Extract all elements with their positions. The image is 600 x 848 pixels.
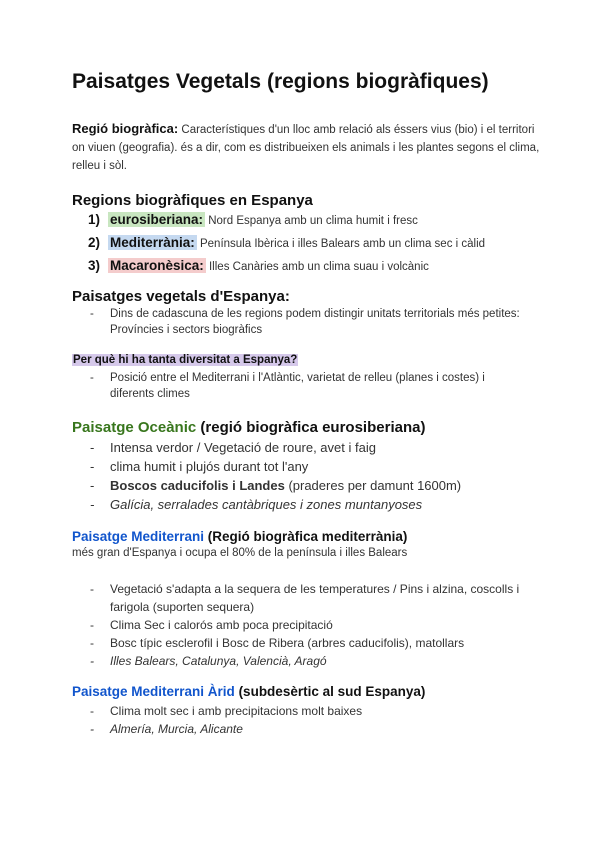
definition-text: Característiques d'un lloc amb relació als éssers vius (bio) i el territori on viuen (geografia). és a dir, com es distribueixen els animals i les plantes segons el clima, relleu i sòl. — [72, 124, 540, 172]
oceanic-list — [90, 438, 461, 514]
list-item: - Clima molt sec i amb precipitacions molt baixes — [90, 702, 362, 720]
list-item: - Dins de cadascuna de les regions podem distingir unitats territorials més petites: Províncies i sectors biogràfics — [90, 306, 530, 338]
list-item: - Bosc típic esclerofil i Bosc de Ribera (arbres caducifolis), matollars — [90, 634, 530, 652]
list-item: - Intensa verdor / Vegetació de roure, avet i faig — [90, 438, 461, 457]
page-title: Paisatges Vegetals (regions biogràfiques) — [72, 70, 489, 93]
list-item: 3) Macaronèsica: Illes Canàries amb un clima suau i volcànic — [88, 258, 429, 273]
list-item: - Almería, Murcia, Alicante — [90, 720, 362, 738]
arid-list — [90, 702, 362, 738]
regions-list — [88, 209, 485, 278]
definition-paragraph — [72, 120, 542, 175]
paisatges-list — [90, 306, 530, 338]
arid-heading: Paisatge Mediterrani Àrid (subdesèrtic al sud Espanya) — [72, 684, 426, 699]
mediterrani-heading: Paisatge Mediterrani (Regió biogràfica mediterrània) — [72, 529, 408, 544]
list-item: - Clima Sec i calorós amb poca precipitació — [90, 616, 530, 634]
diversity-list — [90, 370, 530, 402]
region-term: Mediterrània: — [110, 235, 195, 250]
regions-heading: Regions biogràfiques en Espanya — [72, 192, 313, 209]
list-item: 2) Mediterrània: Península Ibèrica i illes Balears amb un clima sec i càlid — [88, 235, 486, 250]
list-item: - Vegetació s'adapta a la sequera de les temperatures / Pins i alzina, coscolls i farigola (suporten sequera) — [90, 580, 530, 616]
list-item: 1) eurosiberiana: Nord Espanya amb un clima humit i fresc — [88, 212, 418, 227]
list-item: - Boscos caducifolis i Landes (praderes per damunt 1600m) — [90, 476, 461, 495]
list-item: - Illes Balears, Catalunya, Valencià, Aragó — [90, 652, 530, 670]
region-term: Macaronèsica: — [110, 258, 204, 273]
region-term: eurosiberiana: — [110, 212, 204, 227]
paisatges-heading: Paisatges vegetals d'Espanya: — [72, 288, 290, 305]
oceanic-heading: Paisatge Oceànic (regió biogràfica eurosiberiana) — [72, 419, 426, 436]
list-item: - Galícia, serralades cantàbriques i zones muntanyoses — [90, 495, 461, 514]
list-item: - Posició entre el Mediterrani i l'Atlàntic, varietat de relleu (planes i costes) i diferents climes — [90, 370, 530, 402]
mediterrani-subtitle: més gran d'Espanya i ocupa el 80% de la península i illes Balears — [72, 547, 408, 559]
diversity-question: Per què hi ha tanta diversitat a Espanya? — [73, 354, 298, 366]
definition-term: Regió biogràfica: — [72, 121, 179, 136]
list-item: - clima humit i plujós durant tot l'any — [90, 457, 461, 476]
mediterrani-list — [90, 580, 530, 670]
